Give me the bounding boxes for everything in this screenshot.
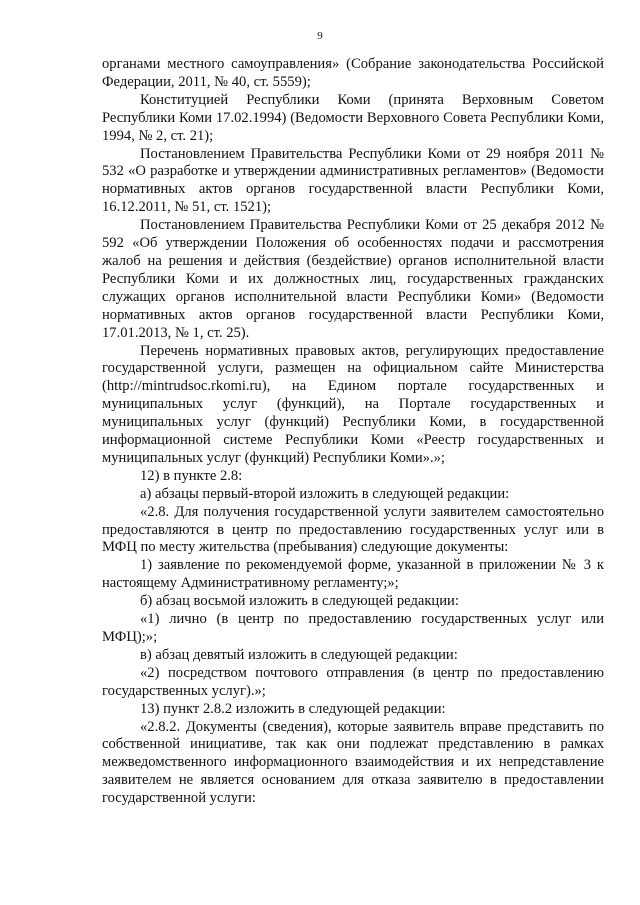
paragraph-resolution-592: Постановлением Правительства Республики Коми от 25 декабря 2012 № 592 «Об утверждении Положения об особенностях подачи и рассмотрения жалоб на решения и действия (бездействие) органов исполнительной власти Республики Коми и их должностных лиц, государственных гражданских служащих органов исполнительной власти Республики Коми» (Ведомости нормативных актов органов государственной власти Республики Коми, 17.01.2013, № 1, ст. 25). xyxy=(102,217,604,341)
paragraph-resolution-532: Постановлением Правительства Республики Коми от 29 ноября 2011 № 532 «О разработке и утверждении административных регламентов» (Ведомости нормативных актов органов государственной власти Республики Коми, 16.12.2011, № 51, ст. 1521); xyxy=(102,145,604,216)
paragraph-clause-2-8-1: 1) заявление по рекомендуемой форме, указанной в приложении № 3 к настоящему Административному регламенту;»; xyxy=(102,557,604,592)
paragraph-by-mail: «2) посредством почтового отправления (в центр по предоставлению государственных услуг).»; xyxy=(102,664,604,699)
document-body xyxy=(102,56,604,808)
paragraph-subitem-b: б) абзац восьмой изложить в следующей редакции: xyxy=(140,593,459,610)
paragraph-subitem-v: в) абзац девятый изложить в следующей редакции: xyxy=(140,646,458,663)
paragraph-item-12: 12) в пункте 2.8: xyxy=(140,467,243,484)
page-number: 9 xyxy=(317,30,323,42)
paragraph-item-13: 13) пункт 2.8.2 изложить в следующей редакции: xyxy=(140,700,446,717)
paragraph-in-person: «1) лично (в центр по предоставлению государственных услуг или МФЦ);»; xyxy=(102,611,604,645)
paragraph-constitution: Конституцией Республики Коми (принята Верховным Советом Республики Коми 17.02.1994) (Ведомости Верховного Совета Республики Коми, 1994, № 2, ст. 21); xyxy=(102,91,604,144)
paragraph-continuation: органами местного самоуправления» (Собрание законодательства Российской Федерации, 2011, № 40, ст. 5559); xyxy=(102,56,604,90)
paragraph-clause-2-8: «2.8. Для получения государственной услуги заявителем самостоятельно предоставляются в центр по предоставлению государственных услуг или в МФЦ по месту жительства (пребывания) следующие документы: xyxy=(102,503,604,556)
paragraph-subitem-a: а) абзацы первый-второй изложить в следующей редакции: xyxy=(140,485,510,502)
paragraph-clause-2-8-2: «2.8.2. Документы (сведения), которые заявитель вправе представить по собственной инициативе, так как они подлежат представлению в рамках межведомственного информационного взаимодействия и их непредставление заявителем не является основанием для отказа заявителю в предоставлении государственной услуги: xyxy=(102,718,604,807)
paragraph-acts-list: Перечень нормативных правовых актов, регулирующих предоставление государственной услуги, размещен на официальном сайте Министерства (http://mintrudsoc.rkomi.ru), на Едином портале государственных и муниципальных услуг (функций), на Портале государственных и муниципальных услуг (функций) Республики Коми, в государственной информационной системе Республики Коми «Реестр государственных и муниципальных услуг (функций) Республики Коми».»; xyxy=(102,342,604,466)
